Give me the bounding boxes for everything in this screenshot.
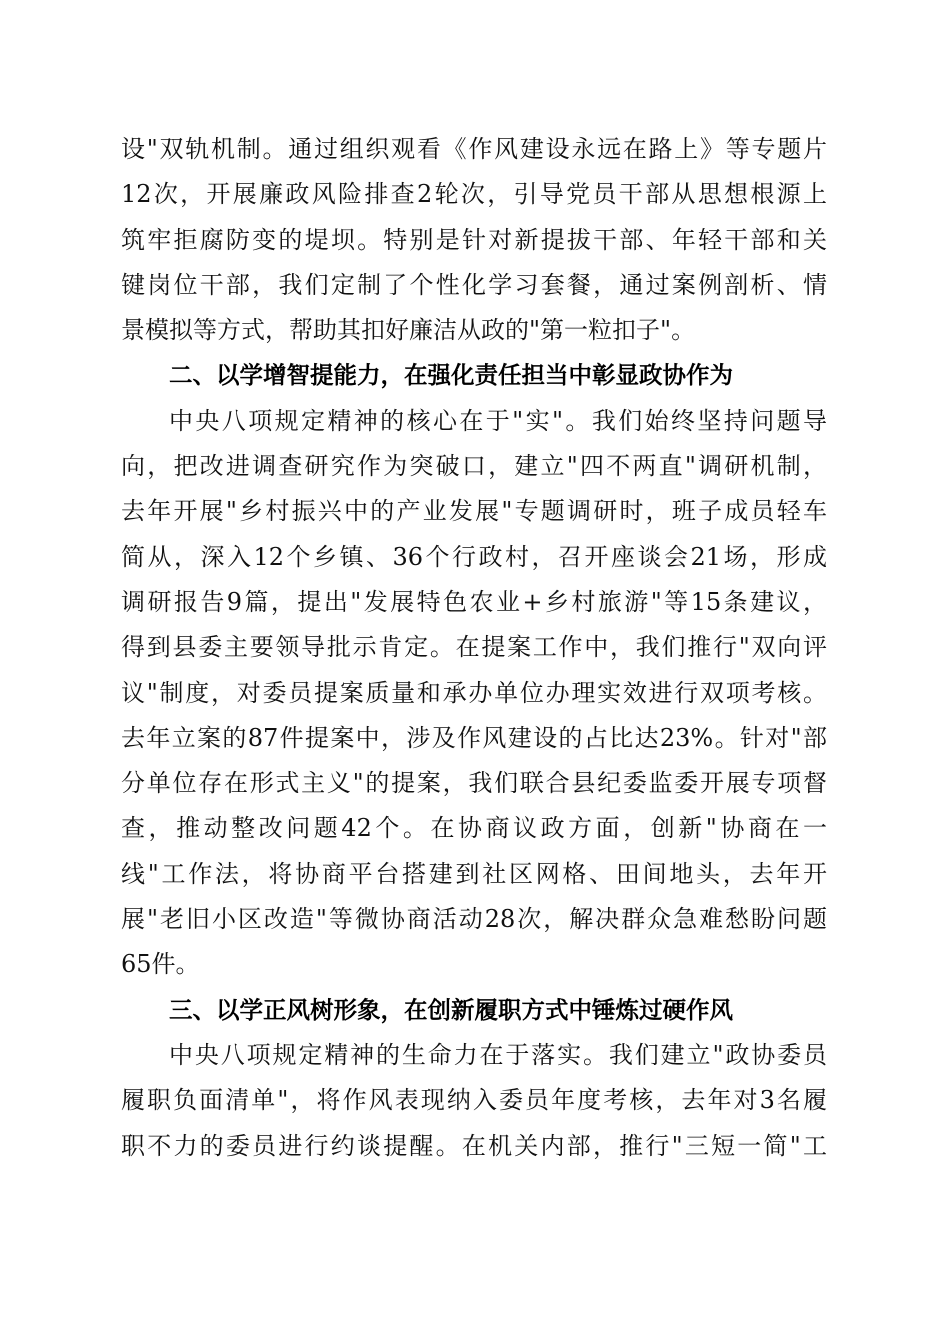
text-line: 调研报告9篇，提出"发展特色农业+乡村旅游"等15条建议， — [121, 587, 827, 616]
text-line: 筑牢拒腐防变的堤坝。特别是针对新提拔干部、年轻干部和关 — [121, 225, 827, 254]
paragraph-3 — [121, 1033, 827, 1169]
section-heading-2: 二、以学增智提能力，在强化责任担当中彰显政协作为 — [169, 361, 733, 390]
text-line: 查，推动整改问题42个。在协商议政方面，创新"协商在一 — [121, 814, 827, 843]
text-line: 展"老旧小区改造"等微协商活动28次，解决群众急难愁盼问题 — [121, 905, 827, 934]
text-line: 线"工作法，将协商平台搭建到社区网格、田间地头，去年开 — [121, 859, 827, 888]
text-line: 得到县委主要领导批示肯定。在提案工作中，我们推行"双向评 — [121, 633, 827, 662]
text-line: 履职负面清单"，将作风表现纳入委员年度考核，去年对3名履 — [121, 1086, 827, 1115]
paragraph-1 — [121, 127, 827, 353]
text-line: 向，把改进调查研究作为突破口，建立"四不两直"调研机制， — [121, 452, 827, 481]
text-line: 去年立案的87件提案中，涉及作风建设的占比达23%。针对"部 — [121, 723, 827, 752]
text-line: 景模拟等方式，帮助其扣好廉洁从政的"第一粒扣子"。 — [121, 316, 696, 345]
text-line: 65件。 — [121, 950, 200, 979]
text-line: 议"制度，对委员提案质量和承办单位办理实效进行双项考核。 — [121, 678, 827, 707]
text-line: 分单位存在形式主义"的提案，我们联合县纪委监委开展专项督 — [121, 769, 827, 798]
paragraph-2 — [121, 399, 827, 988]
text-line: 设"双轨机制。通过组织观看《作风建设永远在路上》等专题片 — [121, 135, 827, 163]
text-line: 去年开展"乡村振兴中的产业发展"专题调研时，班子成员轻车 — [121, 497, 827, 526]
section-heading-3: 三、以学正风树形象，在创新履职方式中锤炼过硬作风 — [169, 995, 733, 1024]
document-body — [121, 127, 827, 1169]
text-line: 中央八项规定精神的核心在于"实"。我们始终坚持问题导 — [169, 406, 827, 435]
text-line: 中央八项规定精神的生命力在于落实。我们建立"政协委员 — [169, 1040, 827, 1069]
text-line: 职不力的委员进行约谈提醒。在机关内部，推行"三短一简"工 — [121, 1131, 827, 1160]
text-line: 简从，深入12个乡镇、36个行政村，召开座谈会21场，形成 — [121, 542, 827, 571]
text-line: 键岗位干部，我们定制了个性化学习套餐，通过案例剖析、情 — [121, 270, 827, 299]
text-line: 12次，开展廉政风险排查2轮次，引导党员干部从思想根源上 — [121, 180, 827, 209]
